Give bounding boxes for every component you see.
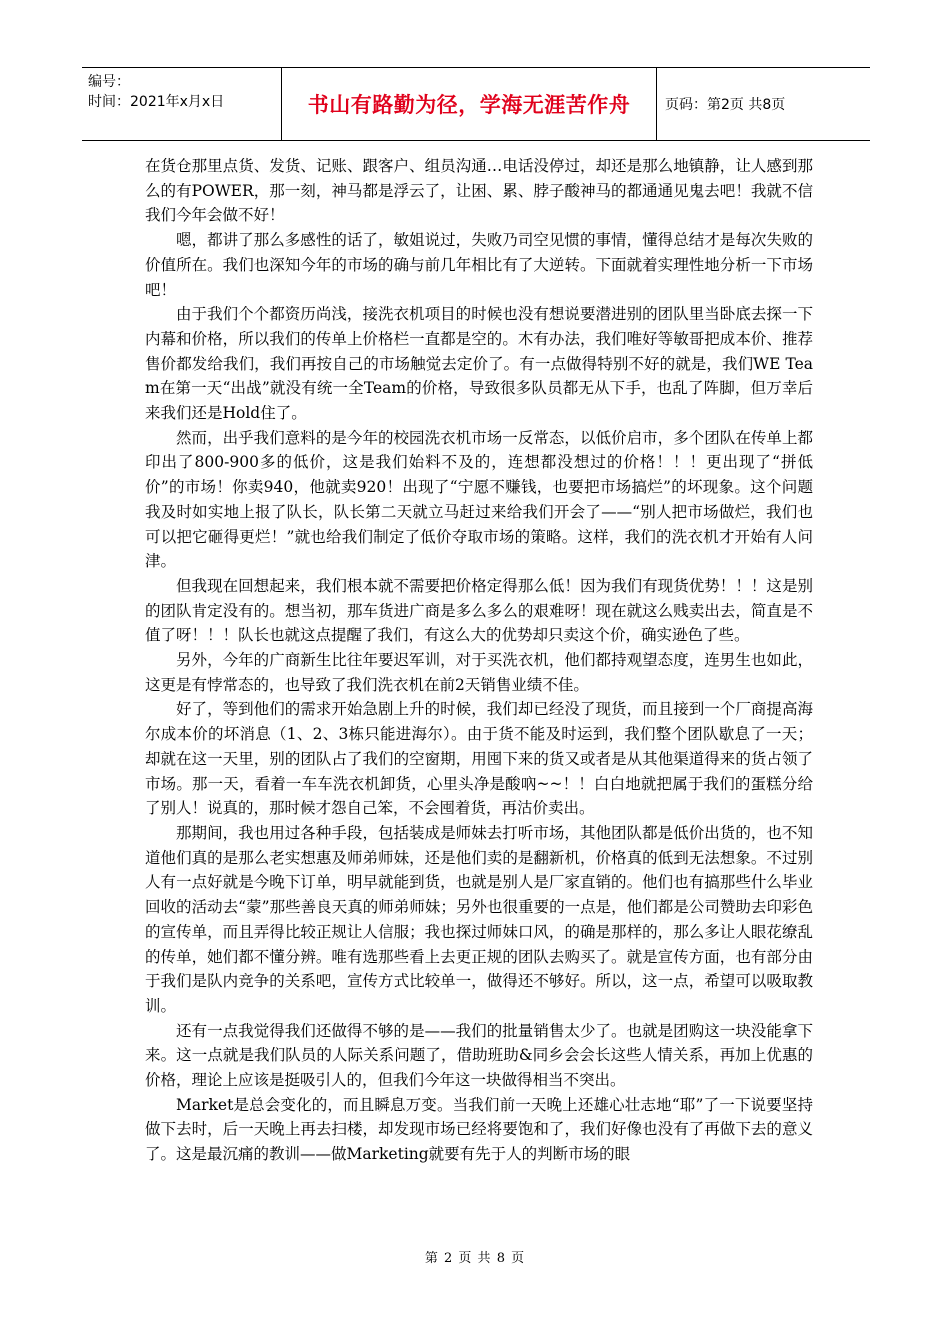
- header-page-info: 页码：第2页 共8页: [665, 97, 786, 113]
- paragraph: 好了，等到他们的需求开始急剧上升的时候，我们却已经没了现货，而且接到一个厂商提高海尔成本价的坏消息（1、2、3栋只能进海尔）。由于货不能及时运到，我们整个团队歇息了一天；却就在这一天里，别的团队占了我们的空窗期，用囤下来的货又或者是从其他渠道得来的货占领了市场。那一天，看着一车车洗衣机卸货，心里头净是酸吶~~！！白白地就把属于我们的蛋糕分给了别人！说真的，那时候才怨自己笨，不会囤着货，再沽价卖出。: [145, 700, 813, 818]
- header-meta-cell: [82, 68, 282, 140]
- paragraph: 那期间，我也用过各种手段，包括装成是师妹去打听市场，其他团队都是低价出货的，也不知道他们真的是那么老实想惠及师弟师妹，还是他们卖的是翻新机，价格真的低到无法想象。不过别人有一点好就是今晚下订单，明早就能到货，也就是别人是厂家直销的。他们也有搞那些什么毕业回收的活动去“蒙”那些善良天真的师弟师妹；另外也很重要的一点是，他们都是公司赞助去印彩色的宣传单，而且弄得比较正规让人信服；我也探过师妹口风，的确是那样的，那么多让人眼花缭乱的传单，她们都不懂分辨。唯有选那些看上去更正规的团队去购买了。就是宣传方面，也有部分由于我们是队内竞争的关系吧，宣传方式比较单一，做得还不够好。所以，这一点，希望可以吸取教训。: [145, 823, 813, 1015]
- paragraph: 由于我们个个都资历尚浅，接洗衣机项目的时候也没有想说要潜进别的团队里当卧底去探一下内幕和价格，所以我们的传单上价格栏一直都是空的。木有办法，我们唯好等敏哥把成本价、推荐售价都发给我们，我们再按自己的市场触觉去定价了。有一点做得特别不好的就是，我们WE Team在第一天“出战”就没有统一全Team的价格，导致很多队员都无从下手，也乱了阵脚，但万幸后来我们还是Hold住了。: [145, 305, 813, 423]
- paragraph: 然而，出乎我们意料的是今年的校园洗衣机市场一反常态，以低价启市，多个团队在传单上都印出了800-900多的低价，这是我们始料不及的，连想都没想过的价格！！！更出现了“拼低价”的市场！你卖940，他就卖920！出现了“宁愿不赚钱，也要把市场搞烂”的坏现象。这个问题我及时如实地上报了队长，队长第二天就立马赶过来给我们开会了——“别人把市场做烂，我们也可以把它砸得更烂！”就也给我们制定了低价夺取市场的策略。这样，我们的洗衣机才开始有人问津。: [145, 428, 813, 571]
- paragraph: 但我现在回想起来，我们根本就不需要把价格定得那么低！因为我们有现货优势！！！这是别的团队肯定没有的。想当初，那车货进广商是多么多么的艰难呀！现在就这么贱卖出去，简直是不值了呀！！！队长也就这点提醒了我们，有这么大的优势却只卖这个价，确实逊色了些。: [145, 576, 813, 645]
- document-number-label: 编号：: [88, 74, 130, 90]
- header-page-cell: [657, 68, 870, 140]
- document-date-label: 时间：2021年x月x日: [88, 94, 225, 110]
- document-body: [145, 154, 813, 1167]
- paragraph: 另外，今年的广商新生比往年要迟军训，对于买洗衣机，他们都持观望态度，连男生也如此，这更是有悖常态的，也导致了我们洗衣机在前2天销售业绩不佳。: [145, 651, 813, 694]
- paragraph: 还有一点我觉得我们还做得不够的是——我们的批量销售太少了。也就是团购这一块没能拿下来。这一点就是我们队员的人际关系问题了，借助班助&同乡会会长这些人情关系，再加上优惠的价格，理论上应该是挺吸引人的，但我们今年这一块做得相当不突出。: [145, 1021, 813, 1090]
- header-motto: 书山有路勤为径，学海无涯苦作舟: [307, 93, 631, 117]
- paragraph: Market是总会变化的，而且瞬息万变。当我们前一天晚上还雄心壮志地“耶”了一下说要坚持做下去时，后一天晚上再去扫楼，却发现市场已经将要饱和了，我们好像也没有了再做下去的意义了。这是最沉痛的教训——做Marketing就要有先于人的判断市场的眼: [145, 1095, 813, 1164]
- page-footer: 第 2 页 共 8 页: [424, 1251, 526, 1266]
- page-header: [82, 67, 870, 141]
- header-motto-cell: [282, 68, 657, 140]
- paragraph: 嗯，都讲了那么多感性的话了，敏姐说过，失败乃司空见惯的事情，懂得总结才是每次失败的价值所在。我们也深知今年的市场的确与前几年相比有了大逆转。下面就着实理性地分析一下市场吧！: [145, 231, 813, 299]
- paragraph-continued: 在货仓那里点货、发货、记账、跟客户、组员沟通…电话没停过，却还是那么地镇静，让人感到那么的有POWER，那一刻，神马都是浮云了，让困、累、脖子酸神马的都通通见鬼去吧！我就不信我们今年会做不好！: [145, 157, 813, 225]
